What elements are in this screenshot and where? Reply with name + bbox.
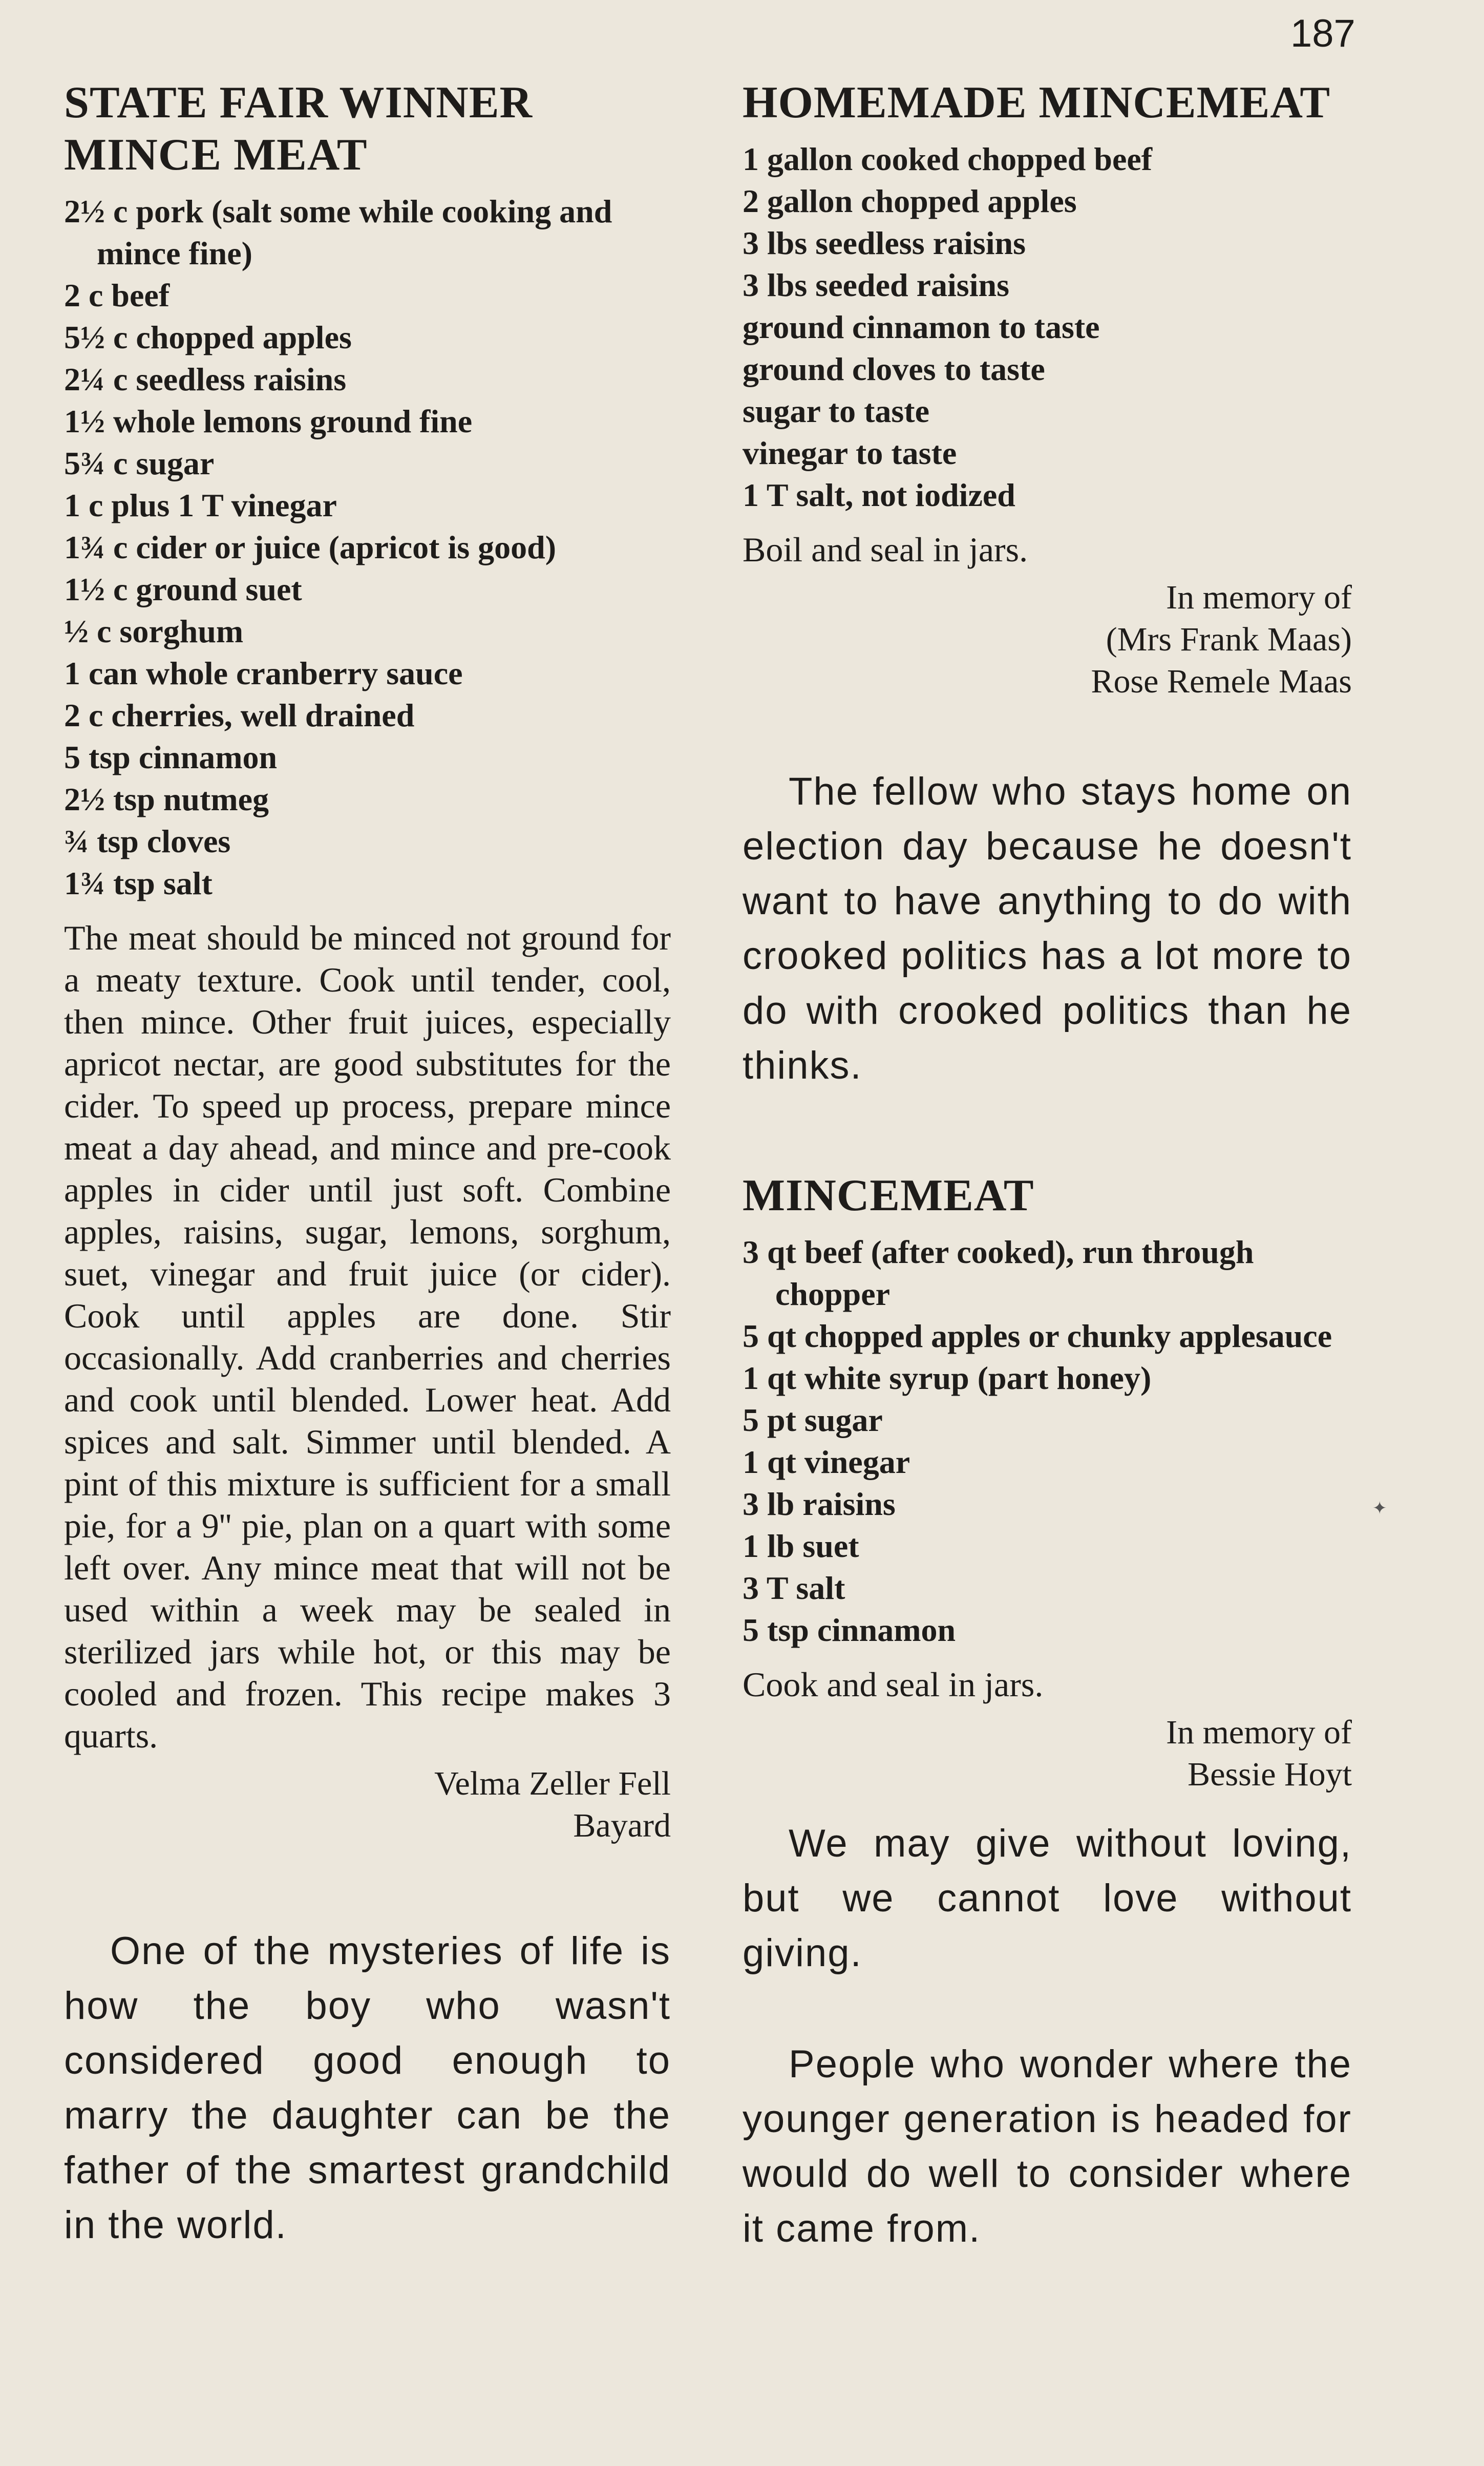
quote-younger-generation: People who wonder where the younger generation is headed for would do well to consider where it came from.	[743, 2042, 1352, 2250]
ingredient-item: 3 qt beef (after cooked), run through chopper	[743, 1234, 1254, 1312]
ingredient-item: 2 c beef	[64, 277, 170, 313]
ingredient-item: 3 T salt	[743, 1570, 845, 1606]
ingredient-item: 5 qt chopped apples or chunky applesauce	[743, 1318, 1332, 1354]
ingredient-item: 1½ whole lemons ground fine	[64, 403, 473, 439]
ingredient-item: 2 c cherries, well drained	[64, 697, 415, 733]
ingredient-item: 1 qt vinegar	[743, 1444, 910, 1480]
ingredient-item: ½ c sorghum	[64, 613, 244, 649]
ingredient-item: 3 lbs seeded raisins	[743, 267, 1009, 303]
recipe-title-line: STATE FAIR WINNER	[64, 78, 533, 128]
ingredient-item: 1 lb suet	[743, 1528, 859, 1564]
ingredient-item: 3 lbs seedless raisins	[743, 225, 1026, 261]
recipe-instructions-state-fair: The meat should be minced not ground for a meaty texture. Cook until tender, cool, then mince. Other fruit juices, especially apricot nectar, are good substitutes for the cider. To speed up process, prepare mince meat a day ahead, and mince and pre-cook apples in cider until just soft. Combine apples, raisins, sugar, lemons, sorghum, suet, vinegar and fruit juice (or cider). Cook until apples are done. Stir occasionally. Add cranberries and cherries and cook until blended. Lower heat. Add spices and salt. Simmer until blended. A pint of this mixture is sufficient for a small pie, for a 9'' pie, plan on a quart with some left over. Any mince meat that will not be used within a week may be sealed in sterilized jars while hot, or this may be cooled and frozen. This recipe makes 3 quarts.	[64, 918, 671, 1755]
recipe-attribution-mincemeat	[743, 1712, 1352, 1796]
recipe-attribution-state-fair	[64, 1763, 671, 1847]
ingredient-item: ground cloves to taste	[743, 351, 1045, 387]
attribution-line: Rose Remele Maas	[1091, 663, 1352, 700]
ingredient-item: 5 pt sugar	[743, 1402, 883, 1438]
page-number: 187	[1290, 12, 1355, 55]
ingredient-item: 2½ tsp nutmeg	[64, 781, 269, 817]
ingredient-item: 5 tsp cinnamon	[64, 739, 278, 775]
recipe-attribution-homemade-mincemeat	[743, 577, 1352, 703]
ingredient-item: 1 c plus 1 T vinegar	[64, 487, 337, 523]
attribution-line: Bayard	[573, 1807, 671, 1844]
ingredient-item: 1¾ tsp salt	[64, 865, 213, 901]
ingredient-item: ground cinnamon to taste	[743, 309, 1100, 345]
ingredient-item: 1 qt white syrup (part honey)	[743, 1360, 1152, 1396]
ingredient-item: sugar to taste	[743, 393, 929, 429]
attribution-line: (Mrs Frank Maas)	[1106, 621, 1352, 658]
ingredient-item: ¾ tsp cloves	[64, 823, 231, 859]
recipe-title-line: MINCE MEAT	[64, 130, 368, 180]
ingredient-item: 5¾ c sugar	[64, 445, 215, 481]
ingredient-item: 5 tsp cinnamon	[743, 1612, 956, 1648]
ingredient-item: 1¾ c cider or juice (apricot is good)	[64, 529, 556, 565]
left-column	[64, 77, 671, 2252]
recipe-title-mincemeat: MINCEMEAT	[743, 1171, 1034, 1220]
right-column	[743, 77, 1352, 2256]
quote-election-day: The fellow who stays home on election day because he doesn't want to have anything to do with crooked politics has a lot more to do with crooked politics than he thinks.	[743, 770, 1352, 1087]
attribution-line: In memory of	[1166, 579, 1352, 616]
ingredient-list-state-fair	[64, 191, 671, 904]
recipe-title-state-fair	[64, 77, 671, 181]
ingredient-item: 5½ c chopped apples	[64, 319, 352, 355]
attribution-line: Velma Zeller Fell	[434, 1765, 671, 1802]
recipe-instructions-mincemeat: Cook and seal in jars.	[743, 1665, 1044, 1704]
ingredient-list-mincemeat	[743, 1231, 1352, 1651]
ingredient-item: 1 can whole cranberry sauce	[64, 655, 463, 691]
ingredient-item: 2¼ c seedless raisins	[64, 361, 347, 397]
ingredient-item: 2½ c pork (salt some while cooking and mince fine)	[64, 193, 612, 271]
attribution-line: In memory of	[1166, 1714, 1352, 1751]
quote-giving-loving: We may give without loving, but we cannot love without giving.	[743, 1822, 1352, 1975]
ingredient-item: 2 gallon chopped apples	[743, 183, 1077, 219]
quote-mysteries-of-life: One of the mysteries of life is how the boy who wasn't considered good enough to marry the daughter can be the father of the smartest grandchild in the world.	[64, 1929, 671, 2247]
recipe-title-homemade-mincemeat: HOMEMADE MINCEMEAT	[743, 78, 1331, 128]
ingredient-list-homemade-mincemeat	[743, 138, 1352, 516]
ingredient-item: 1 gallon cooked chopped beef	[743, 141, 1153, 177]
ingredient-item: vinegar to taste	[743, 435, 957, 471]
ingredient-item: 1½ c ground suet	[64, 571, 302, 607]
attribution-line: Bessie Hoyt	[1188, 1756, 1352, 1793]
stray-mark-icon: ✦	[1372, 1498, 1387, 1519]
recipe-instructions-homemade-mincemeat: Boil and seal in jars.	[743, 530, 1028, 569]
ingredient-item: 3 lb raisins	[743, 1486, 896, 1522]
ingredient-item: 1 T salt, not iodized	[743, 477, 1015, 513]
